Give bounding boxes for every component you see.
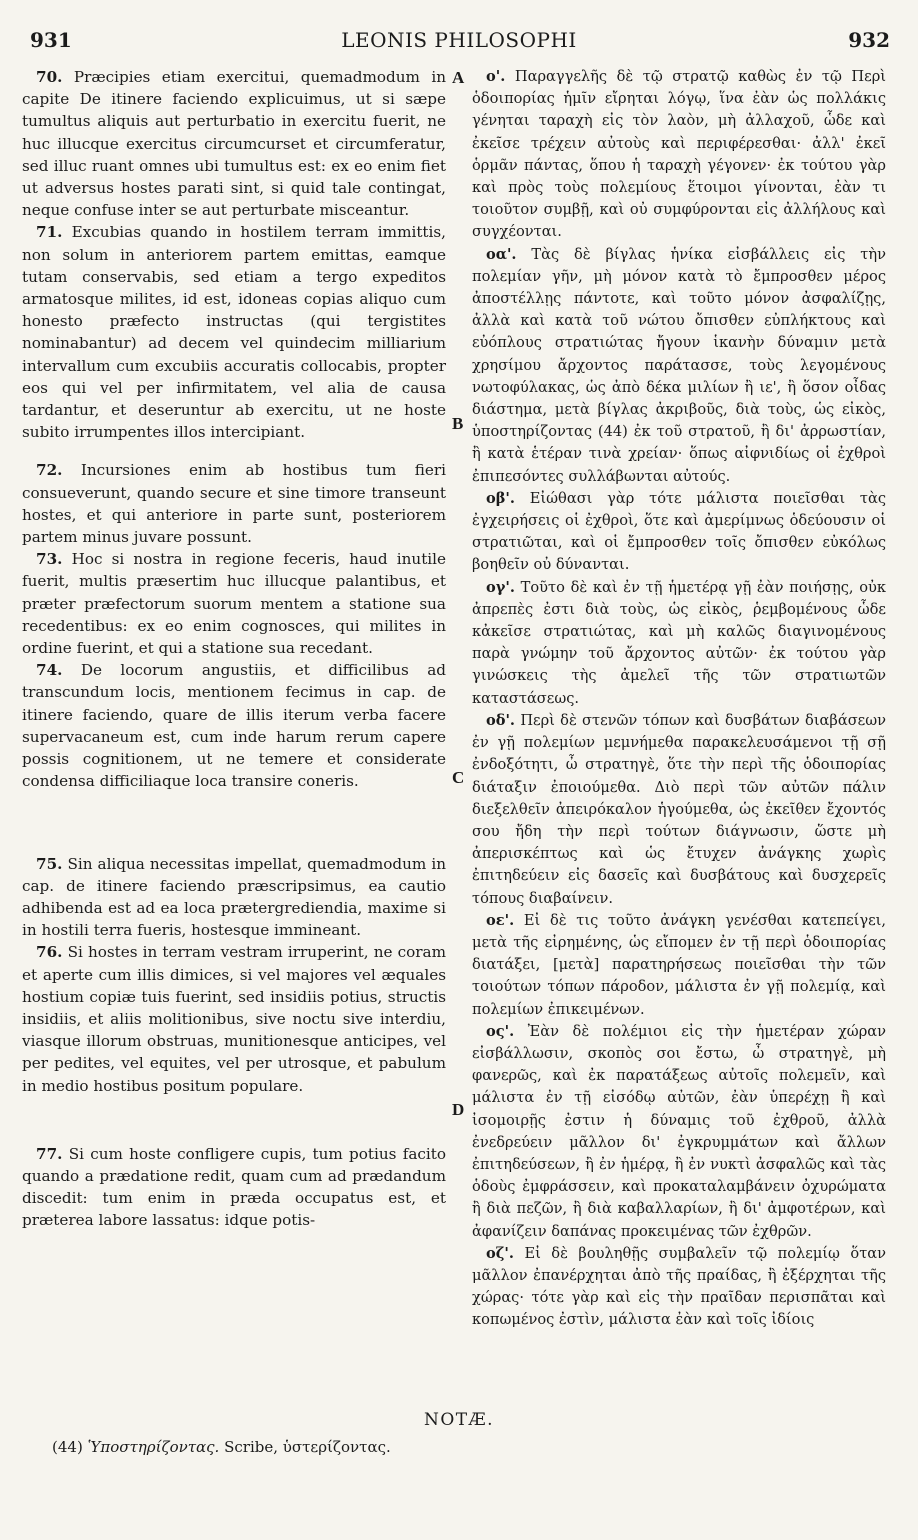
greek-paragraph-70: ο'. Παραγγελῆς δὲ τῷ στρατῷ καθὼς ἐν τῷ Περὶ ὁδοιπορίας ἡμῖν εἴρηται λόγῳ, ἵνα ἐὰν ὡς πολλάκις γένηται ταραχὴ εἰς τὸν λαὸν, μὴ ἀλλαχοῦ, ὧδε καὶ ἐκεῖσε τρέχειν αὐτοὺς καὶ περιφέρεσθαι· ἀλλ' ἐκεῖ ὁρμᾶν πάντας, ὅπου ἡ ταραχὴ γέγονεν· ἐκ τούτου γὰρ καὶ πρὸς τοὺς πολεμίους ἕτοιμοι γίνονται, ἐὰν τι τοιοῦτον συμβῇ, καὶ οὐ συμφύρονται εἰς ἀλλήλους καὶ συγχέονται. xyxy=(472,68,887,241)
latin-paragraph-73: 73. Hoc si nostra in regione feceris, haud inutile fuerit, multis præsertim huc illucque palantibus, et præter præfectorum suorum mentem a statione sua recedentibus: ex eo enim cognosces, qui milites in ordine fuerint, et qui a statione sua recedant. xyxy=(22,550,447,658)
latin-paragraph-72: 72. Incursiones enim ab hostibus tum fieri consueverunt, quando secure et sine timore transeunt hostes, et qui anteriore in parte sunt, posteriorem partem minus juvare possunt. xyxy=(22,461,446,547)
latin-column xyxy=(22,66,446,1232)
greek-paragraph-75: οε'. Εἰ δὲ τις τοῦτο ἀνάγκη γενέσθαι κατεπείγει, μετὰ τῆς εἰρημένης, ὡς εἴπομεν ἐν τῇ περὶ ὁδοιπορίας διατάξει, [μετὰ] παρατηρήσεως ποιεῖσθαι τὴν τῶν τοιούτων τόπων πάροδον, μάλιστα ἐν γῇ πολεμίᾳ, καὶ πολεμίων ἐπικειμένων. xyxy=(472,911,886,1018)
greek-paragraph-76: ος'. Ἐὰν δὲ πολέμιοι εἰς τὴν ἡμετέραν χώραν εἰσβάλλωσιν, σκοπὸς σοι ἔστω, ὦ στρατηγὲ, μὴ φανερῶς, καὶ ἐκ παρατάξεως αὐτοῖς πολεμεῖν, καὶ μάλιστα ἐν τῇ εἰσόδῳ αὐτῶν, ἐὰν ὑπερέχῃ ἢ καὶ ἰσομοιρῇς ἐστιν ἡ δύναμις τοῦ ἐχθροῦ, ἀλλὰ ἐνεδρεύειν μᾶλλον δι' ἐγκρυμμάτων καὶ ἄλλων ἐπιτηδεύσεων, ἢ ἐν ἡμέρᾳ, ἢ ἐν νυκτὶ ἀσφαλῶς καὶ τὰς ὁδοὺς ἐμφράσσειν, καὶ προκαταλαμβάνειν ὀχυρώματα ἢ διὰ πεζῶν, ἢ διὰ καβαλλαρίων, ἢ δι' ἀμφοτέρων, καὶ ἀφανίζειν δαπάνας προκειμένας τῶν ἐχθρῶν. xyxy=(472,1022,887,1240)
margin-marker-c: C xyxy=(452,768,465,787)
page-number-right: 932 xyxy=(848,28,890,52)
greek-paragraph-71: οα'. Τὰς δὲ βίγλας ἡνίκα εἰσβάλλεις εἰς τὴν πολεμίαν γῆν, μὴ μόνον κατὰ τὸ ἔμπροσθεν μέρος ἀποστέλλῃς πάντοτε, καὶ τοῦτο μόνον ἀσφαλίζῃς, ἀλλὰ καὶ κατὰ τοῦ νώτου ὄπισθεν εὐπλήκτους καὶ εὐόπλους στρατιώτας ἤγουν ἱκανὴν δύναμιν μετὰ χρησίμου ἄρχοντος παράτασσε, τοὺς λεγομένους νωτοφύλακας, ὡς ἀπὸ δέκα μιλίων ἢ ιε', ἢ ὅσον οἶδας διάστημα, μετὰ βίγλας ἀκριβοῦς, διὰ τοὺς, ὡς εἰκὸς, ὑποστηρίζοντας (44) ἐκ τοῦ στρατοῦ, ἢ δι' ἀρρωστίαν, ἢ κατὰ ἑτέραν τινὰ χρείαν· ὅπως αἰφνιδίως οἱ ἐχθροὶ ἐπιπεσόντες συλλάβωνται αὐτούς. xyxy=(472,245,886,485)
latin-paragraph-77: 77. Si cum hoste confligere cupis, tum potius facito quando a prædatione redit, quam cum ad prædandum discedit: tum enim in præda occupatus est, et præterea labore lassatus: idque potis- xyxy=(22,1144,446,1230)
latin-paragraph-75: 75. Sin aliqua necessitas impellat, quemadmodum in cap. de itinere faciendo præscripsimus, ea cautio adhibenda est ad ea loca prætergrediendia, maxime si in hostili terra fueris, hostesque immineant. xyxy=(22,854,446,940)
footnote-44 xyxy=(52,1438,391,1456)
latin-paragraph-70: 70. Præcipies etiam exercitui, quemadmodum in capite De itinere faciendo explicuimus, ut si sæpe tumultus aliquis aut perturbatio in exercitu fuerit, ne huc illucque exercitus circumcurset et circumferatur, sed illuc ruant omnes ubi tumultus est: ex eo enim fiet ut adversus hostes parati sint, si quid tale contingat, neque confuse inter se aut perturbate misceantur. xyxy=(22,68,446,220)
page-number-left: 931 xyxy=(30,28,72,52)
greek-paragraph-72: οβ'. Εἰώθασι γὰρ τότε μάλιστα ποιεῖσθαι τὰς ἐγχειρήσεις οἱ ἐχθροὶ, ὅτε καὶ ἀμερίμνως ὁδεύουσιν οἱ στρατιῶται, καὶ οἱ ἔμπροσθεν τοῖς ὄπισθεν εὐκόλως βοηθεῖν οὐ δύνανται. xyxy=(472,489,886,574)
page-header xyxy=(0,28,918,58)
greek-paragraph-74: οδ'. Περὶ δὲ στενῶν τόπων καὶ δυσβάτων διαβάσεων ἐν γῇ πολεμίων μεμνήμεθα παρακελευσάμενοι τῇ σῇ ἐνδοξότητι, ὦ στρατηγὲ, ὅτε τὴν περὶ τῆς ὁδοιπορίας διάταξιν ἐποιούμεθα. Διὸ περὶ τῶν αὐτῶν πάλιν διεξελθεῖν ἀπειρόκαλον ἡγούμεθα, ὡς ἐκεῖθεν ἔχοντός σου ἤδη τὴν περὶ τούτων διάγνωσιν, ὥστε μὴ ἀπερισκέπτως καὶ ὡς ἔτυχεν ἀνάγκης χωρὶς ἐπιτηδεύειν εἰς δασεῖς καὶ δυσβάτους καὶ δυσχερεῖς τόπους διαβαίνειν. xyxy=(472,711,886,907)
notes-heading: NOTÆ. xyxy=(423,1410,495,1430)
latin-paragraph-74: 74. De locorum angustiis, et difficilibus ad transcundum locis, mentionem fecimus in cap. de itinere faciendo, quare de illis iterum verba facere supervacaneum est, cum inde harum rerum capere possis cognitionem, ut ne temere et considerate condensa difficiliaque loca transire coneris. xyxy=(22,661,446,791)
footnote-text: Scribe, ὑστερίζοντας. xyxy=(224,1438,391,1456)
latin-paragraph-76: 76. Si hostes in terram vestram irruperint, ne coram et aperte cum illis dimices, si vel majores vel æquales hostium copiæ tuis fuerint, sed insidiis potius, structis insidiis, et aliis molitionibus, sive noctu sive interdiu, viasque illorum obstruas, munitionesque anticipes, vel per pedites, vel equites, vel per utrosque, et pabulum in medio hostibus positum populare. xyxy=(22,943,446,1095)
footnote-greek: Ὑποστηρίζοντας. xyxy=(87,1438,220,1456)
margin-marker-a: A xyxy=(452,68,465,87)
footnote-ref: (44) xyxy=(52,1438,83,1456)
running-title: LEONIS PHILOSOPHI xyxy=(341,28,577,52)
greek-column xyxy=(472,66,886,1332)
margin-marker-b: B xyxy=(452,414,464,433)
greek-paragraph-77: οζ'. Εἰ δὲ βουληθῇς συμβαλεῖν τῷ πολεμίῳ ὅταν μᾶλλον ἐπανέρχηται ἀπὸ τῆς πραίδας, ἢ ἐξέρχηται τῆς χώρας· τότε γὰρ καὶ εἰς τὴν πραῖδαν περισπᾶται καὶ κοπωμένος ἐστὶν, μάλιστα ἐὰν καὶ τοῖς ἰδίοις xyxy=(472,1244,886,1329)
greek-paragraph-73: ογ'. Τοῦτο δὲ καὶ ἐν τῇ ἡμετέρᾳ γῇ ἐὰν ποιήσῃς, οὐκ ἀπρεπὲς ἐστι διὰ τοὺς, ὡς εἰκὸς, ῥεμβομένους ὧδε κἀκεῖσε στρατιώτας, καὶ μὴ καλῶς διαγινομένους παρὰ γνώμην τοῦ ἄρχοντος αὐτῶν· ἐκ τούτου γὰρ γινώσκεις τὴς ἀμελεῖ τῆς τῶν στρατιωτῶν καταστάσεως. xyxy=(472,578,887,707)
margin-marker-d: D xyxy=(452,1100,465,1119)
latin-paragraph-71: 71. Excubias quando in hostilem terram immittis, non solum in anteriorem partem emittas, eamque tutam conservabis, sed etiam a tergo expeditos armatosque milites, id est, idoneas copias aliquo cum honesto præfecto instructas (qui tergistites nominabantur) ad decem vel quindecim milliarium intervallum cum excubiis accuratis collocabis, propter eos qui vel per infirmitatem, vel alia de causa tardantur, et deseruntur ab exercitu, ut ne hoste subito irrumpentes illos intercipiant. xyxy=(22,223,447,442)
